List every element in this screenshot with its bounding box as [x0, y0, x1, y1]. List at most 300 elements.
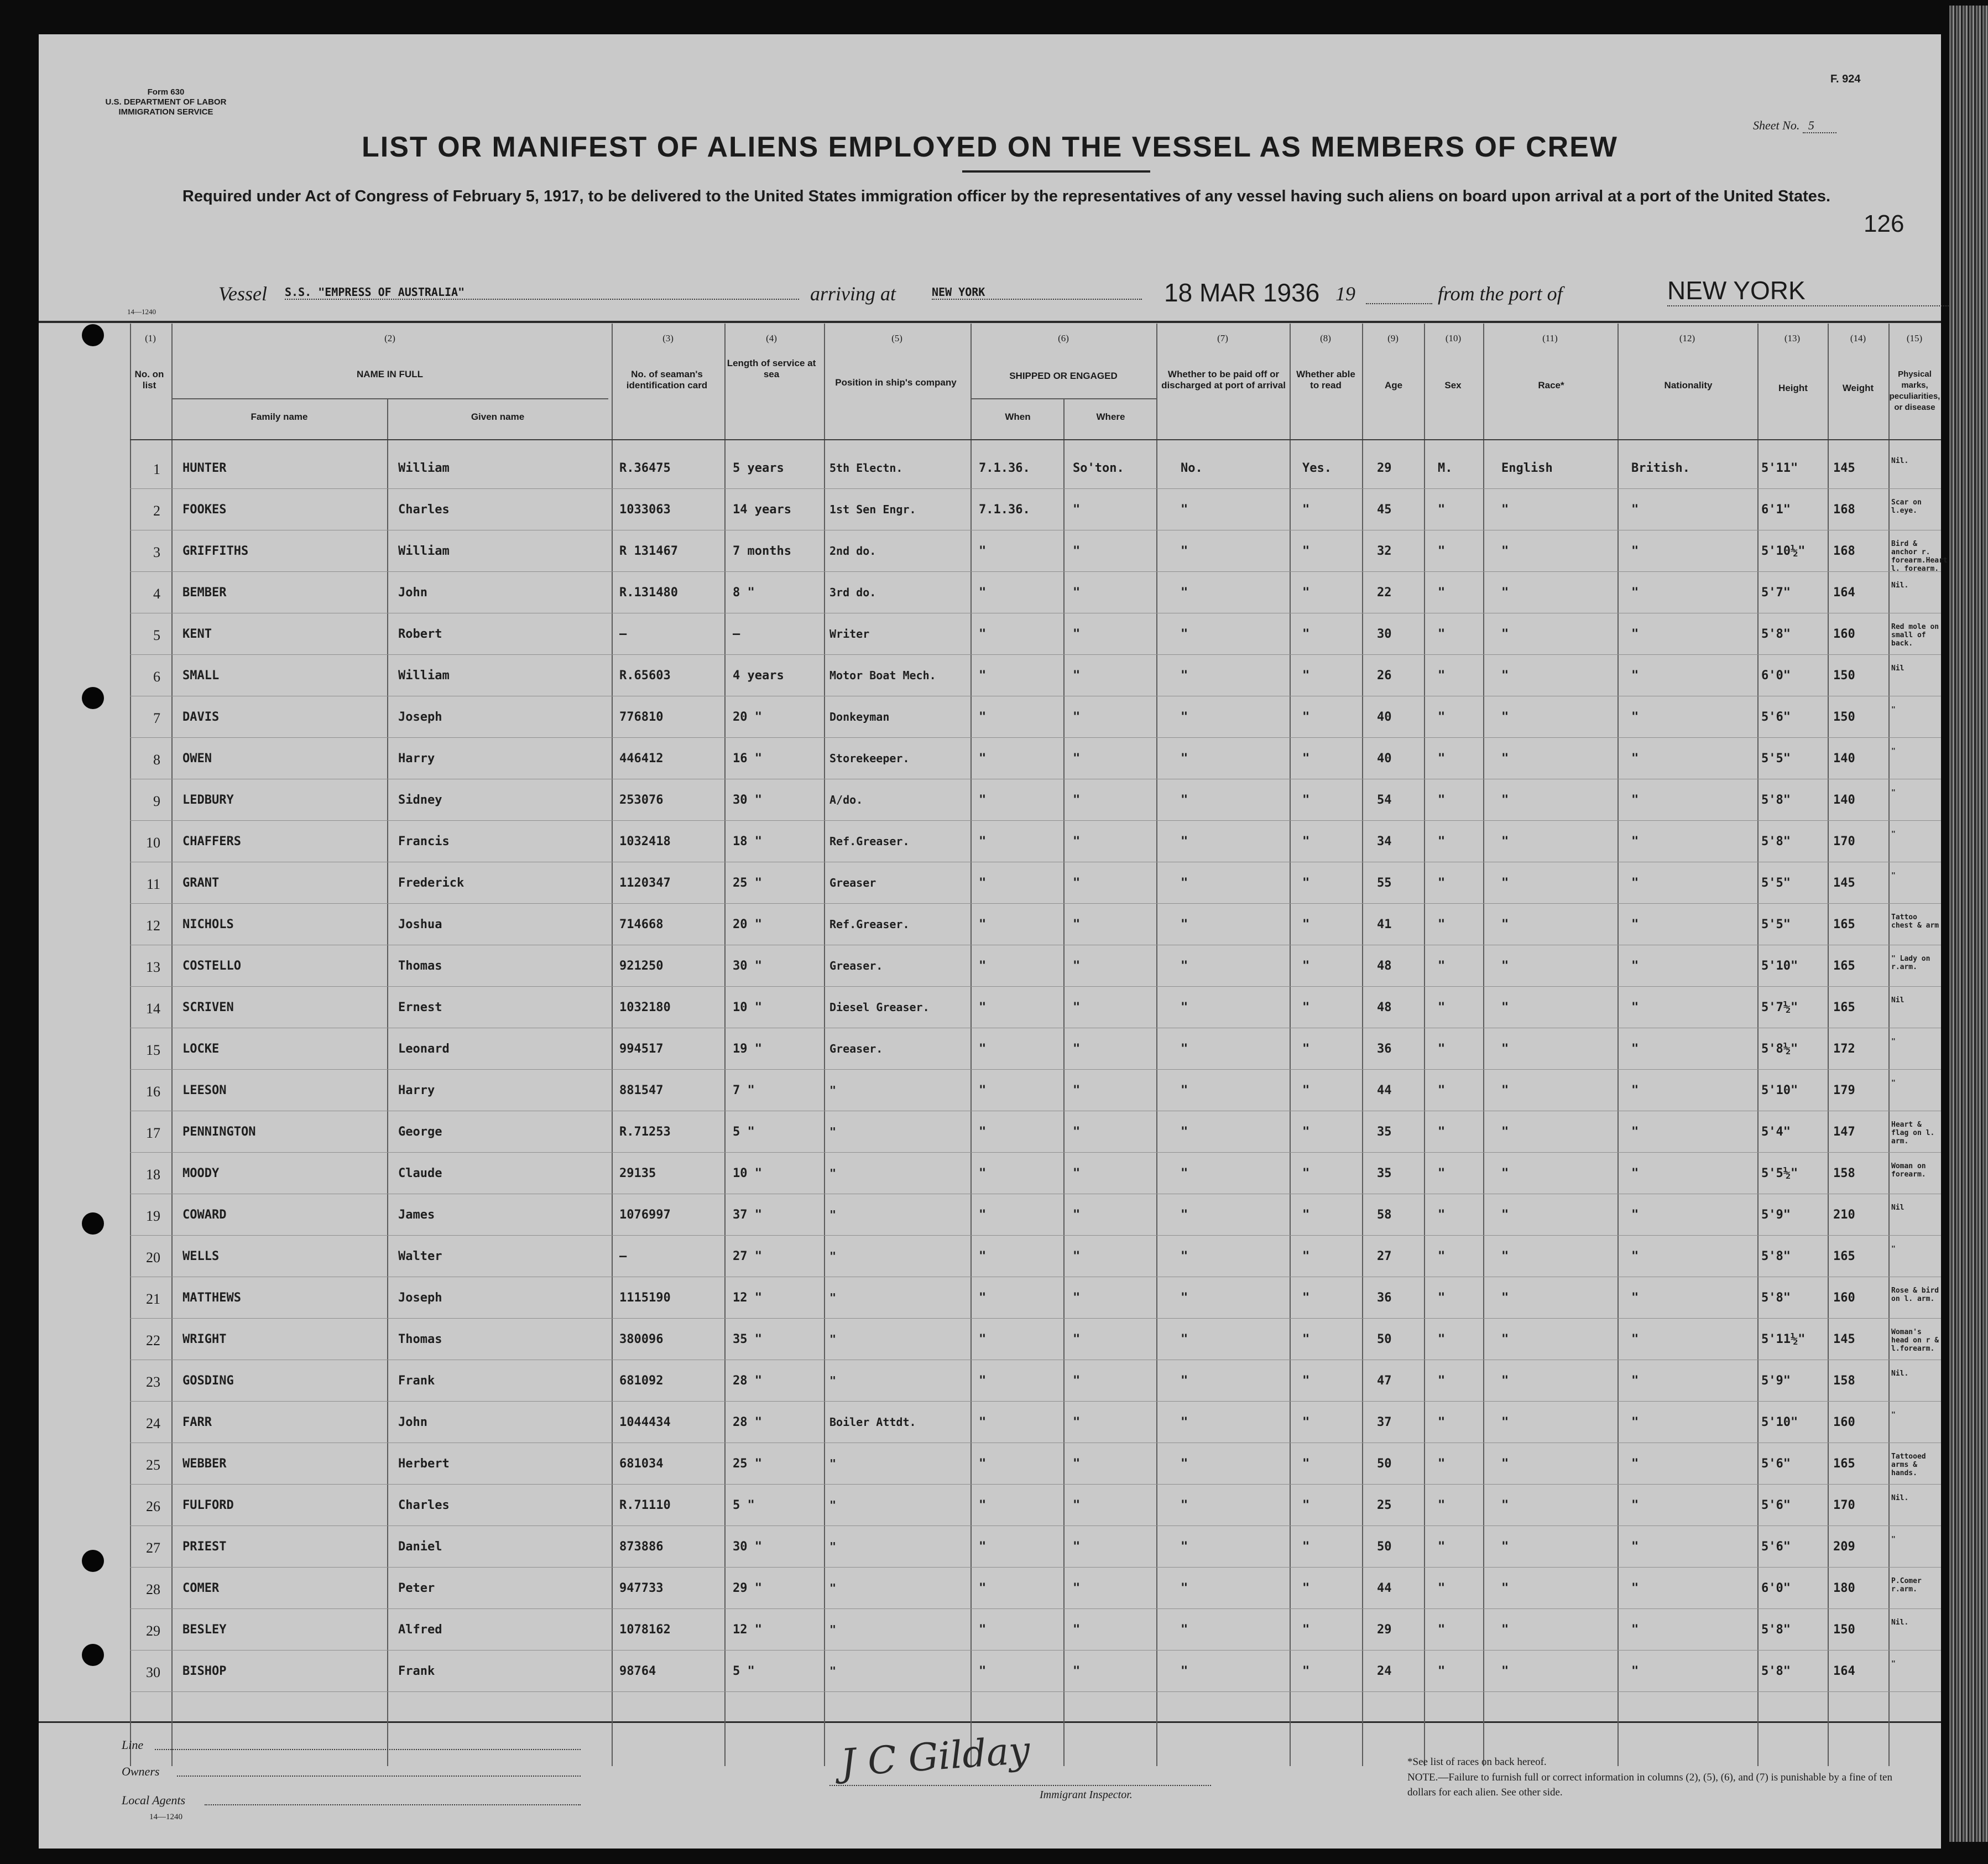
- paid-off-cell: ": [1181, 669, 1188, 683]
- when-cell: ": [979, 1332, 987, 1346]
- when-cell: ": [979, 1208, 987, 1222]
- form-code: F. 924: [1830, 73, 1861, 85]
- where-cell: ": [1073, 503, 1081, 517]
- row-rule: [130, 820, 1941, 821]
- sex-cell: ": [1438, 1457, 1446, 1471]
- weight-cell: 164: [1833, 1664, 1855, 1678]
- race-cell: ": [1501, 876, 1509, 890]
- family-name-cell: BEMBER: [182, 586, 227, 600]
- family-name-cell: GRANT: [182, 876, 220, 890]
- height-cell: 5'10½": [1761, 544, 1806, 558]
- row-number: 12: [146, 918, 160, 934]
- row-rule: [130, 1318, 1941, 1319]
- height-cell: 5'8": [1761, 835, 1791, 848]
- race-cell: ": [1501, 1208, 1509, 1222]
- race-cell: ": [1501, 1581, 1509, 1595]
- row-number: 10: [146, 835, 160, 851]
- length-service-cell: 7 ": [733, 1084, 755, 1097]
- when-cell: ": [979, 586, 987, 600]
- column-line: [1290, 324, 1291, 1766]
- given-name-cell: William: [398, 544, 450, 558]
- column-line: [1362, 324, 1363, 1766]
- header-sex: Sex: [1444, 380, 1462, 390]
- nationality-cell: ": [1631, 1498, 1639, 1512]
- where-cell: ": [1073, 1581, 1081, 1595]
- sex-cell: ": [1438, 503, 1446, 517]
- position-cell: Ref.Greaser.: [829, 835, 910, 848]
- header-given-name: Given name: [471, 412, 525, 422]
- column-number: (3): [662, 333, 674, 343]
- able-read-cell: ": [1302, 1001, 1310, 1014]
- sex-cell: ": [1438, 1540, 1446, 1554]
- sex-cell: ": [1438, 669, 1446, 683]
- race-cell: ": [1501, 959, 1509, 973]
- length-service-cell: 5 ": [733, 1498, 755, 1512]
- sheet-label: Sheet No.: [1753, 118, 1800, 132]
- paid-off-cell: ": [1181, 586, 1188, 600]
- length-service-cell: 20 ": [733, 710, 762, 724]
- id-card-cell: 681034: [619, 1457, 664, 1471]
- footer-print-code: 14—1240: [149, 1813, 182, 1821]
- able-read-cell: ": [1302, 1498, 1310, 1512]
- marks-cell: ": [1891, 1079, 1896, 1087]
- department-name: U.S. DEPARTMENT OF LABOR: [105, 97, 227, 107]
- when-cell: ": [979, 1125, 987, 1139]
- given-name-cell: Charles: [398, 503, 450, 517]
- length-service-cell: 28 ": [733, 1415, 762, 1429]
- row-rule: [130, 1608, 1941, 1609]
- position-cell: Storekeeper.: [829, 752, 910, 765]
- height-cell: 5'6": [1761, 1498, 1791, 1512]
- age-cell: 24: [1377, 1664, 1392, 1678]
- column-line: [1063, 399, 1065, 1766]
- position-cell: 1st Sen Engr.: [829, 503, 916, 516]
- able-read-cell: ": [1302, 959, 1310, 973]
- column-number: (12): [1679, 333, 1695, 343]
- able-read-cell: ": [1302, 1664, 1310, 1678]
- age-cell: 22: [1377, 586, 1392, 600]
- row-rule: [130, 488, 1941, 489]
- given-name-cell: Frederick: [398, 876, 465, 890]
- column-number: (14): [1850, 333, 1866, 343]
- position-cell: Motor Boat Mech.: [829, 669, 936, 682]
- column-number: (4): [766, 333, 777, 343]
- age-cell: 26: [1377, 669, 1392, 683]
- height-cell: 5'6": [1761, 1457, 1791, 1471]
- where-cell: ": [1073, 1498, 1081, 1512]
- family-name-cell: NICHOLS: [182, 918, 234, 931]
- position-cell: Greaser: [829, 876, 876, 889]
- family-name-cell: PRIEST: [182, 1540, 227, 1554]
- row-rule: [130, 1152, 1941, 1153]
- sex-cell: ": [1438, 1084, 1446, 1097]
- when-cell: ": [979, 1540, 987, 1554]
- height-cell: 5'10": [1761, 1415, 1798, 1429]
- length-service-cell: 30 ": [733, 959, 762, 973]
- sex-cell: ": [1438, 1125, 1446, 1139]
- race-cell: ": [1501, 1291, 1509, 1305]
- length-service-cell: 8 ": [733, 586, 755, 600]
- height-cell: 5'8": [1761, 793, 1791, 807]
- column-number: (2): [384, 333, 395, 343]
- marks-cell: Woman on forearm.: [1891, 1162, 1926, 1179]
- given-name-cell: Sidney: [398, 793, 442, 807]
- family-name-cell: GOSDING: [182, 1374, 234, 1388]
- age-cell: 37: [1377, 1415, 1392, 1429]
- where-cell: ": [1073, 627, 1081, 641]
- family-name-cell: COMER: [182, 1581, 220, 1595]
- weight-cell: 165: [1833, 918, 1855, 931]
- id-card-cell: 446412: [619, 752, 664, 766]
- able-read-cell: ": [1302, 1374, 1310, 1388]
- when-cell: ": [979, 1664, 987, 1678]
- given-name-cell: Herbert: [398, 1457, 450, 1471]
- sex-cell: ": [1438, 1042, 1446, 1056]
- id-card-cell: R.71253: [619, 1125, 671, 1139]
- position-cell: ": [829, 1540, 837, 1553]
- family-name-cell: BISHOP: [182, 1664, 227, 1678]
- age-cell: 35: [1377, 1167, 1392, 1180]
- sex-cell: M.: [1438, 461, 1453, 475]
- row-number: 26: [146, 1498, 160, 1514]
- row-number: 1: [153, 461, 160, 477]
- row-number: 11: [146, 876, 160, 892]
- service-name: IMMIGRATION SERVICE: [118, 107, 213, 117]
- nationality-cell: ": [1631, 1249, 1639, 1263]
- when-cell: ": [979, 1042, 987, 1056]
- weight-cell: 164: [1833, 586, 1855, 600]
- age-cell: 36: [1377, 1291, 1392, 1305]
- where-cell: ": [1073, 752, 1081, 766]
- nationality-cell: ": [1631, 1042, 1639, 1056]
- when-cell: ": [979, 669, 987, 683]
- id-card-cell: 1033063: [619, 503, 671, 517]
- where-cell: ": [1073, 669, 1081, 683]
- where-cell: ": [1073, 1540, 1081, 1554]
- sex-cell: ": [1438, 544, 1446, 558]
- sex-cell: ": [1438, 752, 1446, 766]
- header-id-card: No. of seaman's identification card: [626, 369, 708, 390]
- when-cell: ": [979, 752, 987, 766]
- row-number: 8: [153, 752, 160, 768]
- sex-cell: ": [1438, 710, 1446, 724]
- form-number: Form 630: [147, 87, 185, 97]
- header-age: Age: [1384, 380, 1403, 390]
- binding-edge: [1949, 6, 1988, 1842]
- position-cell: ": [829, 1332, 837, 1346]
- paid-off-cell: ": [1181, 1498, 1188, 1512]
- given-name-cell: Leonard: [398, 1042, 450, 1056]
- position-cell: ": [829, 1623, 837, 1636]
- age-cell: 34: [1377, 835, 1392, 848]
- marks-cell: ": [1891, 789, 1896, 797]
- row-number: 19: [146, 1208, 160, 1224]
- weight-cell: 168: [1833, 544, 1855, 558]
- row-number: 4: [153, 586, 160, 602]
- paid-off-cell: ": [1181, 959, 1188, 973]
- nationality-cell: British.: [1631, 461, 1690, 475]
- when-cell: ": [979, 627, 987, 641]
- when-cell: 7.1.36.: [979, 503, 1030, 517]
- id-card-cell: 714668: [619, 918, 664, 931]
- given-name-cell: Claude: [398, 1167, 442, 1180]
- family-name-cell: KENT: [182, 627, 212, 641]
- punch-hole: [82, 1644, 104, 1666]
- weight-cell: 172: [1833, 1042, 1855, 1056]
- weight-cell: 180: [1833, 1581, 1855, 1595]
- when-cell: ": [979, 1581, 987, 1595]
- paid-off-cell: ": [1181, 835, 1188, 848]
- where-cell: ": [1073, 793, 1081, 807]
- where-cell: ": [1073, 1084, 1081, 1097]
- length-service-cell: 16 ": [733, 752, 762, 766]
- weight-cell: 170: [1833, 1498, 1855, 1512]
- weight-cell: 165: [1833, 1457, 1855, 1471]
- marks-cell: Bird & anchor r. forearm.Heart l. forearm.: [1891, 540, 1948, 573]
- height-cell: 6'1": [1761, 503, 1791, 517]
- id-card-cell: 1032418: [619, 835, 671, 848]
- length-service-cell: 5 ": [733, 1664, 755, 1678]
- family-name-cell: BESLEY: [182, 1623, 227, 1637]
- page-title: LIST OR MANIFEST OF ALIENS EMPLOYED ON THE VESSEL AS MEMBERS OF CREW: [362, 131, 1618, 163]
- id-card-cell: 1044434: [619, 1415, 671, 1429]
- row-number: 15: [146, 1042, 160, 1058]
- sex-cell: ": [1438, 1374, 1446, 1388]
- able-read-cell: ": [1302, 793, 1310, 807]
- age-cell: 36: [1377, 1042, 1392, 1056]
- footer-note: NOTE.—Failure to furnish full or correct information in columns (2), (5), (6), and (7) is punishable by a fine of ten dollars for each alien. See other side.: [1407, 1772, 1892, 1798]
- paid-off-cell: ": [1181, 1332, 1188, 1346]
- when-cell: ": [979, 1249, 987, 1263]
- length-service-cell: 25 ": [733, 1457, 762, 1471]
- id-card-cell: 994517: [619, 1042, 664, 1056]
- race-cell: ": [1501, 918, 1509, 931]
- race-cell: ": [1501, 1001, 1509, 1014]
- height-cell: 5'4": [1761, 1125, 1791, 1139]
- height-cell: 6'0": [1761, 1581, 1791, 1595]
- position-cell: ": [829, 1208, 837, 1221]
- race-cell: ": [1501, 1540, 1509, 1554]
- race-cell: ": [1501, 586, 1509, 600]
- print-code: 14—1240: [127, 308, 156, 316]
- given-name-cell: Joseph: [398, 1291, 442, 1305]
- race-cell: ": [1501, 503, 1509, 517]
- marks-cell: Rose & bird on l. arm.: [1891, 1287, 1939, 1303]
- height-cell: 5'5": [1761, 918, 1791, 931]
- manifest-sheet: [39, 34, 1948, 1849]
- able-read-cell: ": [1302, 1167, 1310, 1180]
- when-cell: 7.1.36.: [979, 461, 1030, 475]
- column-number: (5): [891, 333, 902, 343]
- id-card-cell: R.131480: [619, 586, 678, 600]
- column-line: [970, 324, 972, 1766]
- length-service-cell: 18 ": [733, 835, 762, 848]
- marks-cell: ": [1891, 1535, 1896, 1544]
- marks-cell: Nil.: [1891, 581, 1909, 590]
- row-number: 18: [146, 1167, 160, 1183]
- sex-cell: ": [1438, 586, 1446, 600]
- weight-cell: 150: [1833, 1623, 1855, 1637]
- position-cell: ": [829, 1498, 837, 1512]
- race-cell: ": [1501, 1249, 1509, 1263]
- height-cell: 5'10": [1761, 1084, 1798, 1097]
- marks-cell: Tattooed arms & hands.: [1891, 1452, 1926, 1477]
- nationality-cell: ": [1631, 1540, 1639, 1554]
- sex-cell: ": [1438, 876, 1446, 890]
- able-read-cell: ": [1302, 544, 1310, 558]
- given-name-cell: Ernest: [398, 1001, 442, 1014]
- name-divider: [171, 398, 608, 399]
- column-line: [1888, 324, 1890, 1766]
- marks-cell: Tattoo chest & arm: [1891, 913, 1939, 930]
- age-cell: 29: [1377, 461, 1392, 475]
- family-name-cell: PENNINGTON: [182, 1125, 256, 1139]
- able-read-cell: ": [1302, 1581, 1310, 1595]
- nationality-cell: ": [1631, 918, 1639, 931]
- age-cell: 55: [1377, 876, 1392, 890]
- age-cell: 44: [1377, 1084, 1392, 1097]
- where-cell: ": [1073, 918, 1081, 931]
- when-cell: ": [979, 1291, 987, 1305]
- row-rule: [130, 1567, 1941, 1568]
- where-cell: ": [1073, 1042, 1081, 1056]
- sex-cell: ": [1438, 1001, 1446, 1014]
- paid-off-cell: ": [1181, 627, 1188, 641]
- able-read-cell: ": [1302, 1415, 1310, 1429]
- paid-off-cell: ": [1181, 1457, 1188, 1471]
- where-cell: ": [1073, 1167, 1081, 1180]
- column-number: (7): [1217, 333, 1228, 343]
- id-card-cell: 253076: [619, 793, 664, 807]
- row-number: 13: [146, 959, 160, 975]
- sex-cell: ": [1438, 1498, 1446, 1512]
- where-cell: ": [1073, 1457, 1081, 1471]
- arriving-label: arriving at: [810, 283, 896, 305]
- column-number: (13): [1784, 333, 1801, 343]
- when-cell: ": [979, 959, 987, 973]
- height-cell: 5'8": [1761, 1291, 1791, 1305]
- marks-cell: ": [1891, 1411, 1896, 1419]
- row-number: 6: [153, 669, 160, 685]
- column-line: [1757, 324, 1759, 1766]
- footer-line-field: [155, 1749, 581, 1750]
- length-service-cell: 37 ": [733, 1208, 762, 1222]
- row-number: 20: [146, 1249, 160, 1266]
- row-rule: [130, 903, 1941, 904]
- nationality-cell: ": [1631, 669, 1639, 683]
- able-read-cell: ": [1302, 1623, 1310, 1637]
- marks-cell: ": [1891, 1038, 1896, 1046]
- where-cell: ": [1073, 1249, 1081, 1263]
- position-cell: ": [829, 1167, 837, 1180]
- age-cell: 50: [1377, 1332, 1392, 1346]
- where-cell: ": [1073, 959, 1081, 973]
- race-cell: ": [1501, 1457, 1509, 1471]
- header-weight: Weight: [1842, 383, 1874, 393]
- given-name-cell: Alfred: [398, 1623, 442, 1637]
- column-line: [387, 399, 388, 1766]
- nationality-cell: ": [1631, 1457, 1639, 1471]
- sex-cell: ": [1438, 1581, 1446, 1595]
- able-read-cell: ": [1302, 1125, 1310, 1139]
- marks-cell: Nil.: [1891, 1370, 1909, 1378]
- row-number: 7: [153, 710, 160, 726]
- race-cell: ": [1501, 1664, 1509, 1678]
- sex-cell: ": [1438, 918, 1446, 931]
- row-number: 27: [146, 1540, 160, 1556]
- paid-off-cell: ": [1181, 1623, 1188, 1637]
- paid-off-cell: ": [1181, 1249, 1188, 1263]
- family-name-cell: WEBBER: [182, 1457, 227, 1471]
- where-cell: ": [1073, 710, 1081, 724]
- sex-cell: ": [1438, 1291, 1446, 1305]
- when-cell: ": [979, 1084, 987, 1097]
- family-name-cell: OWEN: [182, 752, 212, 766]
- paid-off-cell: ": [1181, 918, 1188, 931]
- weight-cell: 150: [1833, 710, 1855, 724]
- when-cell: ": [979, 1167, 987, 1180]
- column-number: (15): [1906, 333, 1923, 343]
- from-port-label: from the port of: [1438, 283, 1563, 305]
- punch-hole: [82, 1550, 104, 1572]
- column-line: [1156, 324, 1157, 1766]
- weight-cell: 140: [1833, 793, 1855, 807]
- paid-off-cell: ": [1181, 1208, 1188, 1222]
- id-card-cell: 1076997: [619, 1208, 671, 1222]
- family-name-cell: LOCKE: [182, 1042, 220, 1056]
- marks-cell: Red mole on small of back.: [1891, 623, 1939, 648]
- id-card-cell: 776810: [619, 710, 664, 724]
- position-cell: ": [829, 1291, 837, 1304]
- footer-owners-label: Owners: [122, 1764, 160, 1778]
- weight-cell: 150: [1833, 669, 1855, 683]
- race-cell: ": [1501, 1084, 1509, 1097]
- row-rule: [130, 1484, 1941, 1485]
- year-blank: [1366, 282, 1432, 304]
- able-read-cell: ": [1302, 835, 1310, 848]
- able-read-cell: ": [1302, 586, 1310, 600]
- nationality-cell: ": [1631, 710, 1639, 724]
- page-number: 126: [1864, 210, 1904, 237]
- paid-off-cell: ": [1181, 1167, 1188, 1180]
- length-service-cell: 30 ": [733, 793, 762, 807]
- weight-cell: 160: [1833, 1415, 1855, 1429]
- row-number: 21: [146, 1291, 160, 1307]
- column-line: [612, 324, 613, 1766]
- footer-line-label: Line: [122, 1738, 144, 1752]
- nationality-cell: ": [1631, 503, 1639, 517]
- position-cell: 5th Electn.: [829, 461, 903, 475]
- row-rule: [130, 986, 1941, 987]
- header-able-read: Whether able to read: [1296, 369, 1355, 390]
- age-cell: 44: [1377, 1581, 1392, 1595]
- column-line: [724, 324, 726, 1766]
- age-cell: 30: [1377, 627, 1392, 641]
- paid-off-cell: ": [1181, 1084, 1188, 1097]
- row-number: 25: [146, 1457, 160, 1473]
- when-cell: ": [979, 835, 987, 848]
- id-card-cell: R.36475: [619, 461, 671, 475]
- row-number: 3: [153, 544, 160, 560]
- given-name-cell: Peter: [398, 1581, 435, 1595]
- column-line: [1617, 324, 1619, 1766]
- position-cell: Writer: [829, 627, 870, 641]
- when-cell: ": [979, 793, 987, 807]
- position-cell: ": [829, 1664, 837, 1678]
- race-cell: English: [1501, 461, 1553, 475]
- inspector-signature: J C Gilday: [839, 1728, 1032, 1785]
- when-cell: ": [979, 1374, 987, 1388]
